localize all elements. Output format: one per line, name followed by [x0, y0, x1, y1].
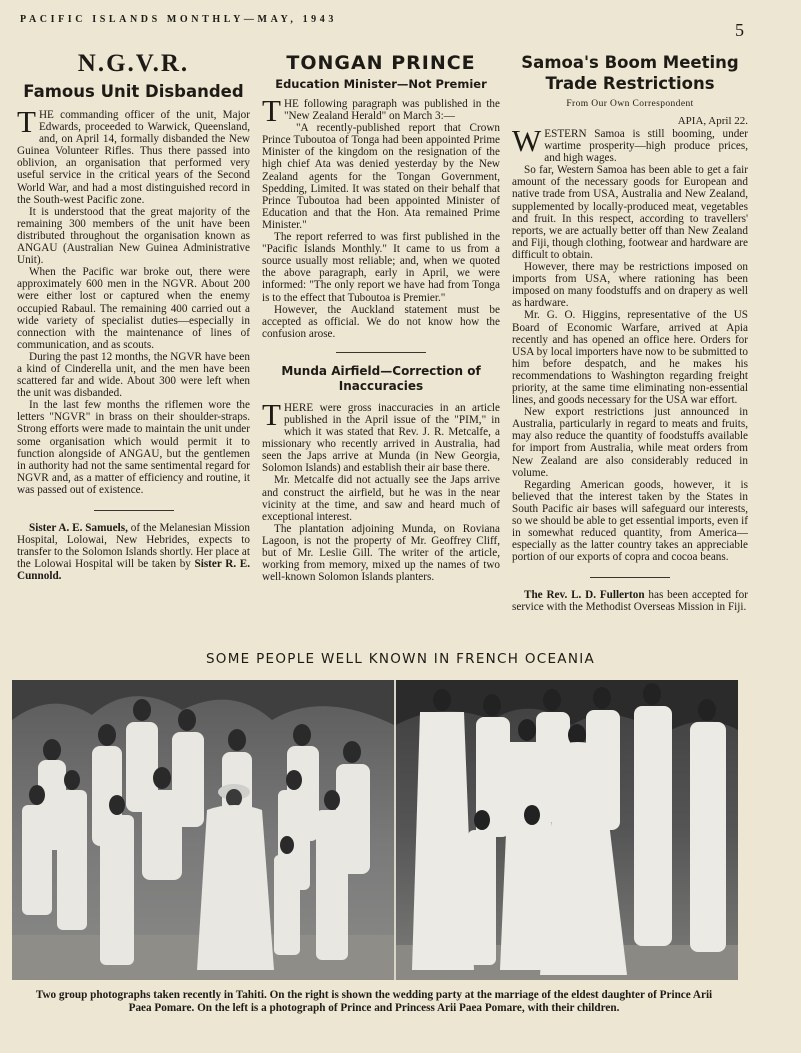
headline-tongan-prince: TONGAN PRINCE: [286, 52, 476, 74]
paragraph: However, there may be restrictions imposed on imports from USA, where rationing has been imposed on many foodstuffs and on drapery as well as hardware.: [512, 261, 748, 310]
paragraph: "A recently-published report that Crown Prince Tuboutoa of Tonga had been appointed Prime Minister of the kingdom on the resignation of the high chief Ata was denied yesterday by the New Zealand agents for the Tongan Government, Spedding, Limited. It was stated on their behalf that Prince Tuboutoa had been appointed Minister of Education and that the Hon. Ata remained Prime Minister.": [262, 122, 500, 231]
subhead-famous-unit: Famous Unit Disbanded: [23, 82, 244, 101]
drop-cap: T: [262, 93, 281, 128]
byline: From Our Own Correspondent: [566, 99, 694, 109]
headline-samoa-boom: Samoa's Boom Meeting Trade Restrictions: [521, 53, 739, 93]
photo-banner-title: SOME PEOPLE WELL KNOWN IN FRENCH OCEANIA: [205, 651, 596, 667]
news-note-fullerton: The Rev. L. D. Fullerton has been accepted for service with the Methodist Overseas Mission in Fiji.: [512, 589, 748, 614]
news-note-samuels: Sister A. E. Samuels, of the Melanesian Mission Hospital, Lolowai, New Hebrides, expects to transfer to the Solomon Islands shortly. Her place at the Lolowai Hospital will be taken by Sister R. E. Cunnold.: [17, 522, 250, 583]
paragraph: Mr. Metcalfe did not actually see the Japs arrive and construct the airfield, but he was in the near vicinity at the time, and saw and heard much of exceptional interest.: [262, 474, 500, 523]
page-number: 5: [735, 20, 744, 40]
running-head: PACIFIC ISLANDS MONTHLY—MAY, 1943: [20, 14, 337, 25]
paragraph: Regarding American goods, however, it is believed that the interest taken by the States in South Pacific air bases will safeguard our interests, so we should be able to get essential imports, even if in somewhat reduced quantity, from America—especially as the latter country takes an appreciable portion of our exports of copra and cocoa beans.: [512, 478, 748, 564]
dateline: APIA, April 22.: [677, 115, 748, 127]
drop-cap: T: [17, 104, 36, 139]
article-ngvr: [17, 48, 250, 582]
paragraph: THE commanding officer of the unit, Major Edwards, proceeded to Warwick, Queensland, and, on April 14, formally disbanded the New Guinea Volunteer Rifles. Thus there passed into oblivion, an organisation that performed very useful service in the critical years of the Second World War, and had a most distinguished record in the South-west Pacific zone.: [17, 104, 250, 206]
paragraph: New export restrictions just announced in Australia, particularly in regard to meats and fruits, may also reduce the quantity of foodstuffs available for import from Australia, while meat orders from New Zealand are also considerably reduced in volume.: [512, 406, 748, 479]
wedding-party-photo-right: [396, 680, 738, 980]
paragraph: In the last few months the riflemen wore the letters "NGVR" in brass on their shoulder-straps. Strong efforts were made to maintain the unit under some organisation which would permit it to function alongside of ANGAU, but the gentlemen in authority had not the same sentimental regard for NGVR and, as a matter of efficiency and routine, it was passed out of existence.: [17, 399, 250, 496]
article-tongan-prince: [262, 48, 500, 583]
photo-caption: Two group photographs taken recently in Tahiti. On the right is shown the wedding party at the marriage of the eldest daughter of Prince Arii Paea Pomare. On the left is a photograph of Prince and Princess Arii Paea Pomare, with their children.: [35, 989, 713, 1014]
family-photo-left: [12, 680, 394, 980]
paragraph: During the past 12 months, the NGVR have been a kind of Cinderella unit, and the men have been scattered far and wide. About 300 were left when the unit was disbanded.: [17, 350, 250, 400]
paragraph: WESTERN Samoa is still booming, under wartime prosperity—high produce prices, and high wages.: [512, 123, 748, 165]
drop-cap: W: [512, 123, 542, 158]
article-samoa-boom: [512, 48, 748, 614]
paragraph: When the Pacific war broke out, there were approximately 600 men in the NGVR. About 200 were either lost or captured when the enemy occupied Rabaul. The remaining 400 carried out a wide variety of specialist duties—especially in connection with the maintenance of lines of communication, and as scouts.: [17, 266, 250, 351]
headline-munda-airfield: Munda Airfield—Correction of Inaccuracies: [281, 363, 481, 393]
paragraph: So far, Western Samoa has been able to get a fair amount of the necessary goods for European and native trade from USA, Australia and New Zealand, supplemented by locally-produced meat, vegetables and fruit. In this respect, according to travellers' reports, we are actually better off than New Zealand and Fiji, though clothing, footwear and hardware are difficult to obtain.: [512, 164, 748, 261]
paragraph: THE following paragraph was published in the "New Zealand Herald" on March 3:—: [262, 93, 500, 128]
group-photographs: [12, 680, 738, 980]
drop-cap: T: [262, 396, 281, 432]
divider: [336, 352, 426, 353]
paragraph: The report referred to was first published in the "Pacific Islands Monthly." It came to us from a source usually most reliable; and, when we quoted the above paragraph, early in April, we were informed: "The only report we have had from Tonga is to the effect that Tuboutoa is Premier.": [262, 231, 500, 304]
paragraph: Mr. G. O. Higgins, representative of the US Board of Economic Warfare, arrived at Apia recently and has opened an office here. Orders for USA by local importers have now to be submitted to him before despatch, and he makes his recommendations to Washington regarding freight priority, at the same time eliminating non-essential lines, and goods necessary for the USA war effort.: [512, 309, 748, 407]
headline-ngvr: N.G.V.R.: [77, 50, 190, 77]
paragraph: It is understood that the great majority of the remaining 300 members of the unit have been distributed throughout the organisation known as ANGAU (Australian New Guinea Administrative Unit).: [17, 205, 250, 267]
subhead-education-minister: Education Minister—Not Premier: [275, 77, 487, 91]
paragraph: THERE were gross inaccuracies in an article published in the April issue of the "PIM," in which it was stated that Rev. J. R. Metcalfe, a missionary who recently arrived in Australia, had seen the Japs arrive at Munda (in New Georgia, Solomon Islands) and establish their air base there.: [262, 396, 500, 475]
paragraph: However, the Auckland statement must be accepted as official. We do not know how the confusion arose.: [262, 303, 500, 340]
divider: [94, 510, 174, 511]
paragraph: The plantation adjoining Munda, on Roviana Lagoon, is not the property of Mr. Geoffrey Cliff, but of Mr. Leslie Gill. The writer of the article, working from memory, mixed up the names of two well-known Solomon Islands planters.: [262, 522, 500, 584]
divider: [590, 577, 670, 578]
